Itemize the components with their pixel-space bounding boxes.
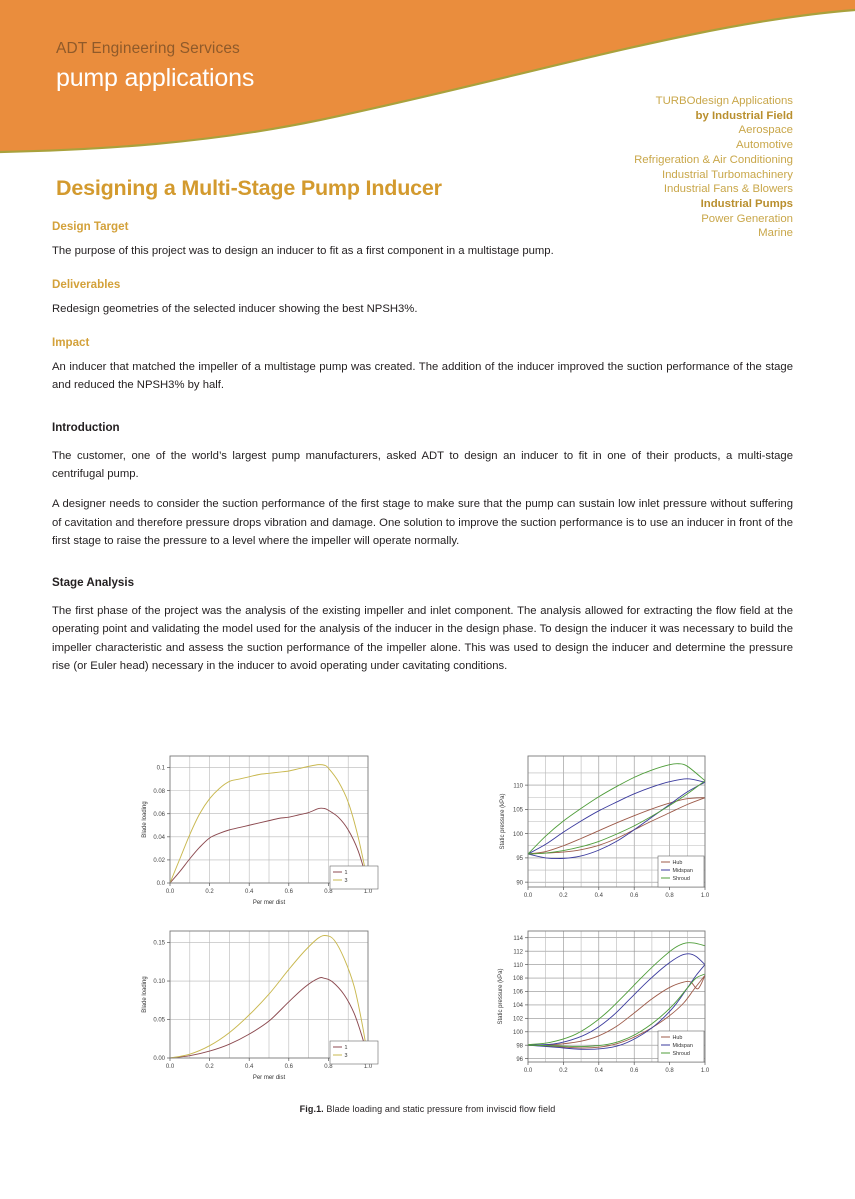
svg-text:Blade loading: Blade loading (142, 976, 148, 1013)
applications-list (634, 94, 793, 241)
svg-text:Shroud: Shroud (672, 876, 690, 882)
svg-text:1.0: 1.0 (363, 889, 373, 895)
document-body (0, 176, 855, 687)
svg-text:Midspan: Midspan (672, 868, 693, 874)
section-body-introduction-2: A designer needs to consider the suction performance of the first stage to make sure that the pump can sustain low inlet pressure without suffering of cavitation and therefore pressure drops vibration and damage. One solution to improve the suction performance is to use an inducer in front of the first stage to raise the pressure to a level where the impeller will operate normally. (52, 498, 793, 547)
svg-text:0.4: 0.4 (594, 893, 603, 899)
applications-list-item-0: TURBOdesign Applications (655, 95, 793, 107)
svg-text:0.0: 0.0 (156, 881, 165, 888)
svg-text:1: 1 (344, 870, 348, 876)
svg-text:1.0: 1.0 (363, 1064, 373, 1070)
svg-text:Midspan: Midspan (672, 1043, 693, 1049)
chart-static-pressure-bottom-container (490, 923, 725, 1088)
applications-list-item-9: Marine (758, 227, 793, 240)
chart-blade-loading-bottom-container (130, 923, 490, 1088)
section-body-deliverables: Redesign geometries of the selected inducer showing the best NPSH3%. (52, 302, 418, 315)
applications-list-item-4: Refrigeration & Air Conditioning (634, 153, 793, 166)
svg-text:114: 114 (513, 935, 523, 942)
svg-text:0.6: 0.6 (630, 1068, 639, 1074)
svg-text:3: 3 (344, 1053, 348, 1059)
svg-text:98: 98 (516, 1043, 523, 1050)
svg-text:0.2: 0.2 (205, 889, 214, 895)
chart-static-pressure-top (490, 748, 715, 913)
svg-text:3: 3 (344, 878, 348, 884)
svg-text:0.8: 0.8 (324, 1064, 333, 1070)
section-body-design-target: The purpose of this project was to design an inducer to fit as a first component in a multistage pump. (52, 244, 554, 257)
applications-list-item-8: Power Generation (701, 212, 793, 225)
applications-list-item-1: by Industrial Field (695, 109, 793, 122)
svg-text:0.08: 0.08 (153, 788, 165, 795)
svg-text:110: 110 (513, 962, 523, 969)
svg-text:1: 1 (344, 1045, 348, 1051)
svg-text:96: 96 (516, 1056, 523, 1063)
applications-list-item-2: Aerospace (738, 124, 793, 137)
chart-static-pressure-bottom (490, 923, 715, 1088)
chart-static-pressure-top-container (490, 748, 725, 913)
svg-text:0.06: 0.06 (153, 811, 165, 818)
svg-text:0.8: 0.8 (324, 889, 333, 895)
svg-text:0.0: 0.0 (165, 1064, 175, 1070)
svg-text:0.04: 0.04 (153, 835, 165, 842)
svg-text:108: 108 (512, 976, 523, 983)
svg-text:Hub: Hub (672, 1035, 683, 1041)
svg-text:112: 112 (513, 949, 523, 956)
svg-text:0.02: 0.02 (153, 858, 165, 865)
svg-text:Static pressure (kPa): Static pressure (kPa) (500, 793, 506, 850)
figure-block (0, 748, 855, 1114)
figure-row-top (0, 748, 855, 913)
svg-text:Shroud: Shroud (672, 1051, 690, 1057)
svg-text:0.0: 0.0 (523, 1068, 533, 1074)
section-heading-deliverables: Deliverables (52, 278, 121, 291)
svg-text:100: 100 (512, 1029, 523, 1036)
svg-text:1.0: 1.0 (700, 893, 710, 899)
svg-text:0.2: 0.2 (559, 893, 568, 899)
svg-text:100: 100 (512, 831, 523, 838)
svg-text:Blade loading: Blade loading (142, 801, 148, 838)
page-title: Designing a Multi-Stage Pump Inducer (56, 176, 442, 200)
svg-text:Per mer dist: Per mer dist (252, 900, 286, 906)
svg-text:0.4: 0.4 (594, 1068, 603, 1074)
header-title-group (56, 40, 254, 92)
section-heading-stage-analysis: Stage Analysis (52, 576, 135, 590)
svg-text:0.1: 0.1 (156, 765, 165, 772)
section-heading-design-target: Design Target (52, 219, 129, 233)
brand-company-name: ADT Engineering Services (56, 40, 240, 57)
svg-text:Per mer dist: Per mer dist (252, 1075, 286, 1081)
svg-text:0.0: 0.0 (523, 893, 533, 899)
section-body-introduction-1: The customer, one of the world’s largest pump manufacturers, asked ADT to design an inducer to fit in one of their products, a multi-stage centrifugal pump. (52, 449, 793, 480)
chart-blade-loading-top (130, 748, 380, 913)
svg-text:0.8: 0.8 (665, 1068, 674, 1074)
svg-text:0.2: 0.2 (559, 1068, 568, 1074)
svg-text:106: 106 (512, 989, 523, 996)
svg-text:0.4: 0.4 (245, 889, 254, 895)
svg-text:Hub: Hub (672, 860, 683, 866)
section-heading-introduction: Introduction (52, 420, 120, 434)
svg-text:0.0: 0.0 (165, 889, 175, 895)
section-body-impact: An inducer that matched the impeller of a multistage pump was created. The addition of the inducer improved the suction performance of the stage and reduced the NPSH3% by half. (52, 361, 793, 392)
section-body-stage-analysis: The first phase of the project was the analysis of the existing impeller and inlet component. The analysis allowed for extracting the flow field at the operating point and validating the model used for the analysis of the inducer in the design phase. To design the inducer it was necessary to build the impeller characteristic and assess the suction performance of the impeller alone. This was used to design the inducer and determine the pressure rise (or Euler head) necessary in the inducer to avoid operating under cavitating conditions. (52, 605, 793, 672)
svg-text:0.10: 0.10 (153, 979, 165, 986)
svg-text:104: 104 (512, 1003, 523, 1010)
section-heading-impact: Impact (52, 336, 90, 350)
applications-list-item-3: Automotive (736, 139, 793, 152)
svg-text:0.05: 0.05 (153, 1017, 165, 1024)
svg-text:0.6: 0.6 (630, 893, 639, 899)
chart-blade-loading-top-container (130, 748, 490, 913)
applications-list-item-6: Industrial Fans & Blowers (663, 183, 793, 196)
svg-text:Static pressure (kPa): Static pressure (kPa) (498, 968, 504, 1025)
svg-text:90: 90 (516, 880, 523, 887)
svg-text:102: 102 (512, 1016, 523, 1023)
svg-text:0.00: 0.00 (153, 1056, 165, 1063)
figure-caption (0, 1104, 855, 1114)
svg-text:95: 95 (516, 856, 523, 863)
svg-text:105: 105 (512, 807, 523, 814)
applications-list-item-5: Industrial Turbomachinery (661, 168, 793, 181)
brand-section-title: pump applications (56, 63, 255, 92)
svg-text:0.4: 0.4 (245, 1064, 254, 1070)
article-content (52, 220, 793, 675)
figure-caption-text: Blade loading and static pressure from inviscid flow field (326, 1104, 556, 1114)
svg-text:110: 110 (513, 783, 523, 790)
svg-text:0.8: 0.8 (665, 893, 674, 899)
applications-list-item-7: Industrial Pumps (700, 197, 793, 210)
svg-text:0.15: 0.15 (153, 940, 165, 947)
svg-text:0.6: 0.6 (284, 1064, 293, 1070)
svg-text:1.0: 1.0 (700, 1068, 710, 1074)
chart-blade-loading-bottom (130, 923, 380, 1088)
svg-text:0.2: 0.2 (205, 1064, 214, 1070)
figure-caption-label: Fig.1. (299, 1104, 324, 1114)
figure-row-bottom (0, 923, 855, 1088)
svg-text:0.6: 0.6 (284, 889, 293, 895)
